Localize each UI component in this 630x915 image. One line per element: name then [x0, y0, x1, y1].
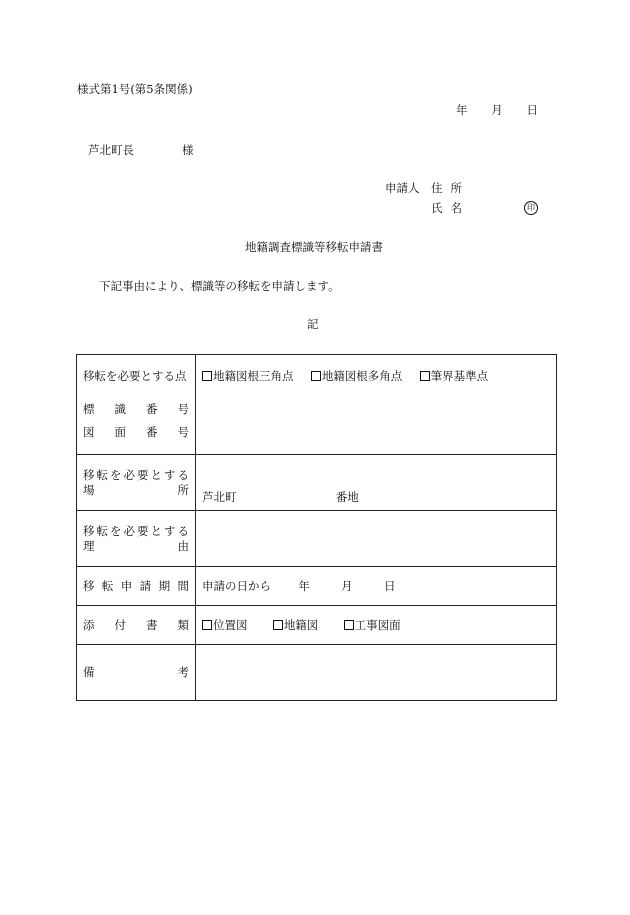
- label-reason-line2: [77, 538, 195, 553]
- label-char: 由: [177, 538, 189, 553]
- period-month: 月: [341, 579, 353, 593]
- label-char: 番: [146, 425, 158, 439]
- label-char: 要: [137, 524, 149, 538]
- label-char: す: [164, 468, 176, 482]
- row-remarks: [77, 645, 557, 701]
- attachment-options: [196, 606, 556, 632]
- label-char: 書: [146, 618, 158, 632]
- label-char: を: [110, 468, 122, 482]
- label-char: 標: [83, 401, 95, 416]
- label-char: 所: [177, 482, 189, 497]
- address-label: 住所: [431, 181, 470, 195]
- label-char: 号: [177, 401, 189, 416]
- label-char: 類: [177, 618, 189, 632]
- label-cell: [77, 606, 196, 645]
- value-cell: [196, 455, 557, 511]
- addressee: 芦北町長: [88, 143, 134, 157]
- label-attachments: [77, 620, 195, 632]
- label-char: 必: [123, 468, 135, 482]
- body-text: 下記事由により、標識等の移転を申請します。: [99, 279, 340, 293]
- value-cell: [196, 606, 557, 645]
- label-char: 番: [146, 401, 158, 416]
- label-char: 転: [96, 468, 108, 482]
- location-town: 芦北町: [202, 490, 237, 504]
- row-location: [77, 455, 557, 511]
- option-cadastral-map: 地籍図: [283, 618, 319, 632]
- label-reason-line1: [77, 526, 195, 538]
- label-cell: [77, 645, 196, 701]
- row-period: [77, 567, 557, 606]
- label-location-line1: [77, 470, 195, 482]
- value-cell: [196, 645, 557, 701]
- checkbox-icon[interactable]: [202, 620, 212, 630]
- checkbox-icon[interactable]: [420, 371, 430, 381]
- checkbox-icon[interactable]: [311, 371, 321, 381]
- label-char: 移: [83, 579, 95, 593]
- option-boundary: 筆界基準点: [430, 369, 489, 383]
- label-char: 場: [83, 482, 95, 497]
- ki-heading: 記: [307, 317, 319, 331]
- label-char: 期: [158, 579, 171, 593]
- date-day: 日: [526, 103, 538, 117]
- date-month: 月: [491, 103, 503, 117]
- label-map-number: [77, 427, 195, 439]
- period-day: 日: [383, 579, 396, 593]
- checkbox-icon[interactable]: [202, 371, 212, 381]
- option-polygonal: 地籍図根多角点: [321, 369, 403, 383]
- label-char: を: [110, 524, 122, 538]
- checkbox-icon[interactable]: [273, 620, 283, 630]
- label-char: 識: [114, 401, 126, 416]
- label-char: と: [150, 524, 162, 538]
- label-cell: [77, 511, 196, 567]
- label-char: 転: [96, 524, 108, 538]
- label-char: る: [177, 524, 189, 538]
- label-cell: [77, 355, 196, 455]
- row-reason: [77, 511, 557, 567]
- option-construction-drawing: 工事図面: [354, 618, 401, 632]
- location-banchi: 番地: [335, 490, 359, 504]
- applicant-label: 申請人: [385, 181, 420, 195]
- label-char: 必: [123, 524, 135, 538]
- label-char: 面: [114, 425, 126, 439]
- label-period: [77, 581, 195, 593]
- label-char: 付: [114, 618, 126, 632]
- form-number: 様式第1号(第5条関係): [77, 82, 193, 96]
- document-title: 地籍調査標識等移転申請書: [245, 240, 383, 254]
- checkbox-icon[interactable]: [344, 620, 354, 630]
- location-value: [196, 455, 556, 504]
- value-cell: [196, 511, 557, 567]
- value-cell: [196, 355, 557, 455]
- label-cell: [77, 455, 196, 511]
- application-table: [76, 354, 557, 701]
- label-char: 号: [177, 425, 189, 439]
- honorific: 様: [182, 143, 194, 157]
- point-type-options: [196, 355, 556, 383]
- label-marker-number: [77, 401, 195, 416]
- label-cell: [77, 567, 196, 606]
- label-char: 移: [83, 524, 95, 538]
- option-triangulation: 地籍図根三角点: [213, 369, 294, 383]
- row-transfer-point: [77, 355, 557, 455]
- label-char: 考: [177, 665, 189, 679]
- option-location-map: 位置図: [213, 618, 248, 632]
- date-field: [456, 105, 538, 117]
- label-char: 転: [101, 579, 114, 593]
- label-char: 請: [139, 579, 152, 593]
- label-char: 間: [177, 579, 189, 593]
- label-char: 移: [83, 468, 95, 482]
- date-year: 年: [456, 103, 468, 117]
- label-char: と: [150, 468, 162, 482]
- value-cell: [196, 567, 557, 606]
- label-char: す: [164, 524, 176, 538]
- row-attachments: [77, 606, 557, 645]
- label-transfer-point: 移転を必要とする点: [83, 369, 187, 383]
- label-char: 要: [137, 468, 149, 482]
- period-value: [196, 567, 556, 593]
- seal-mark: 印: [524, 201, 538, 215]
- label-char: 理: [83, 538, 95, 553]
- name-label: 氏名: [431, 201, 470, 215]
- label-char: 備: [83, 665, 95, 679]
- label-remarks: [77, 667, 195, 679]
- label-location-line2: [77, 482, 195, 497]
- label-char: る: [177, 468, 189, 482]
- period-year: 年: [298, 579, 310, 593]
- label-char: 添: [83, 618, 95, 632]
- period-prefix: 申請の日から: [202, 579, 271, 593]
- label-char: 図: [83, 425, 95, 439]
- label-char: 申: [120, 579, 133, 593]
